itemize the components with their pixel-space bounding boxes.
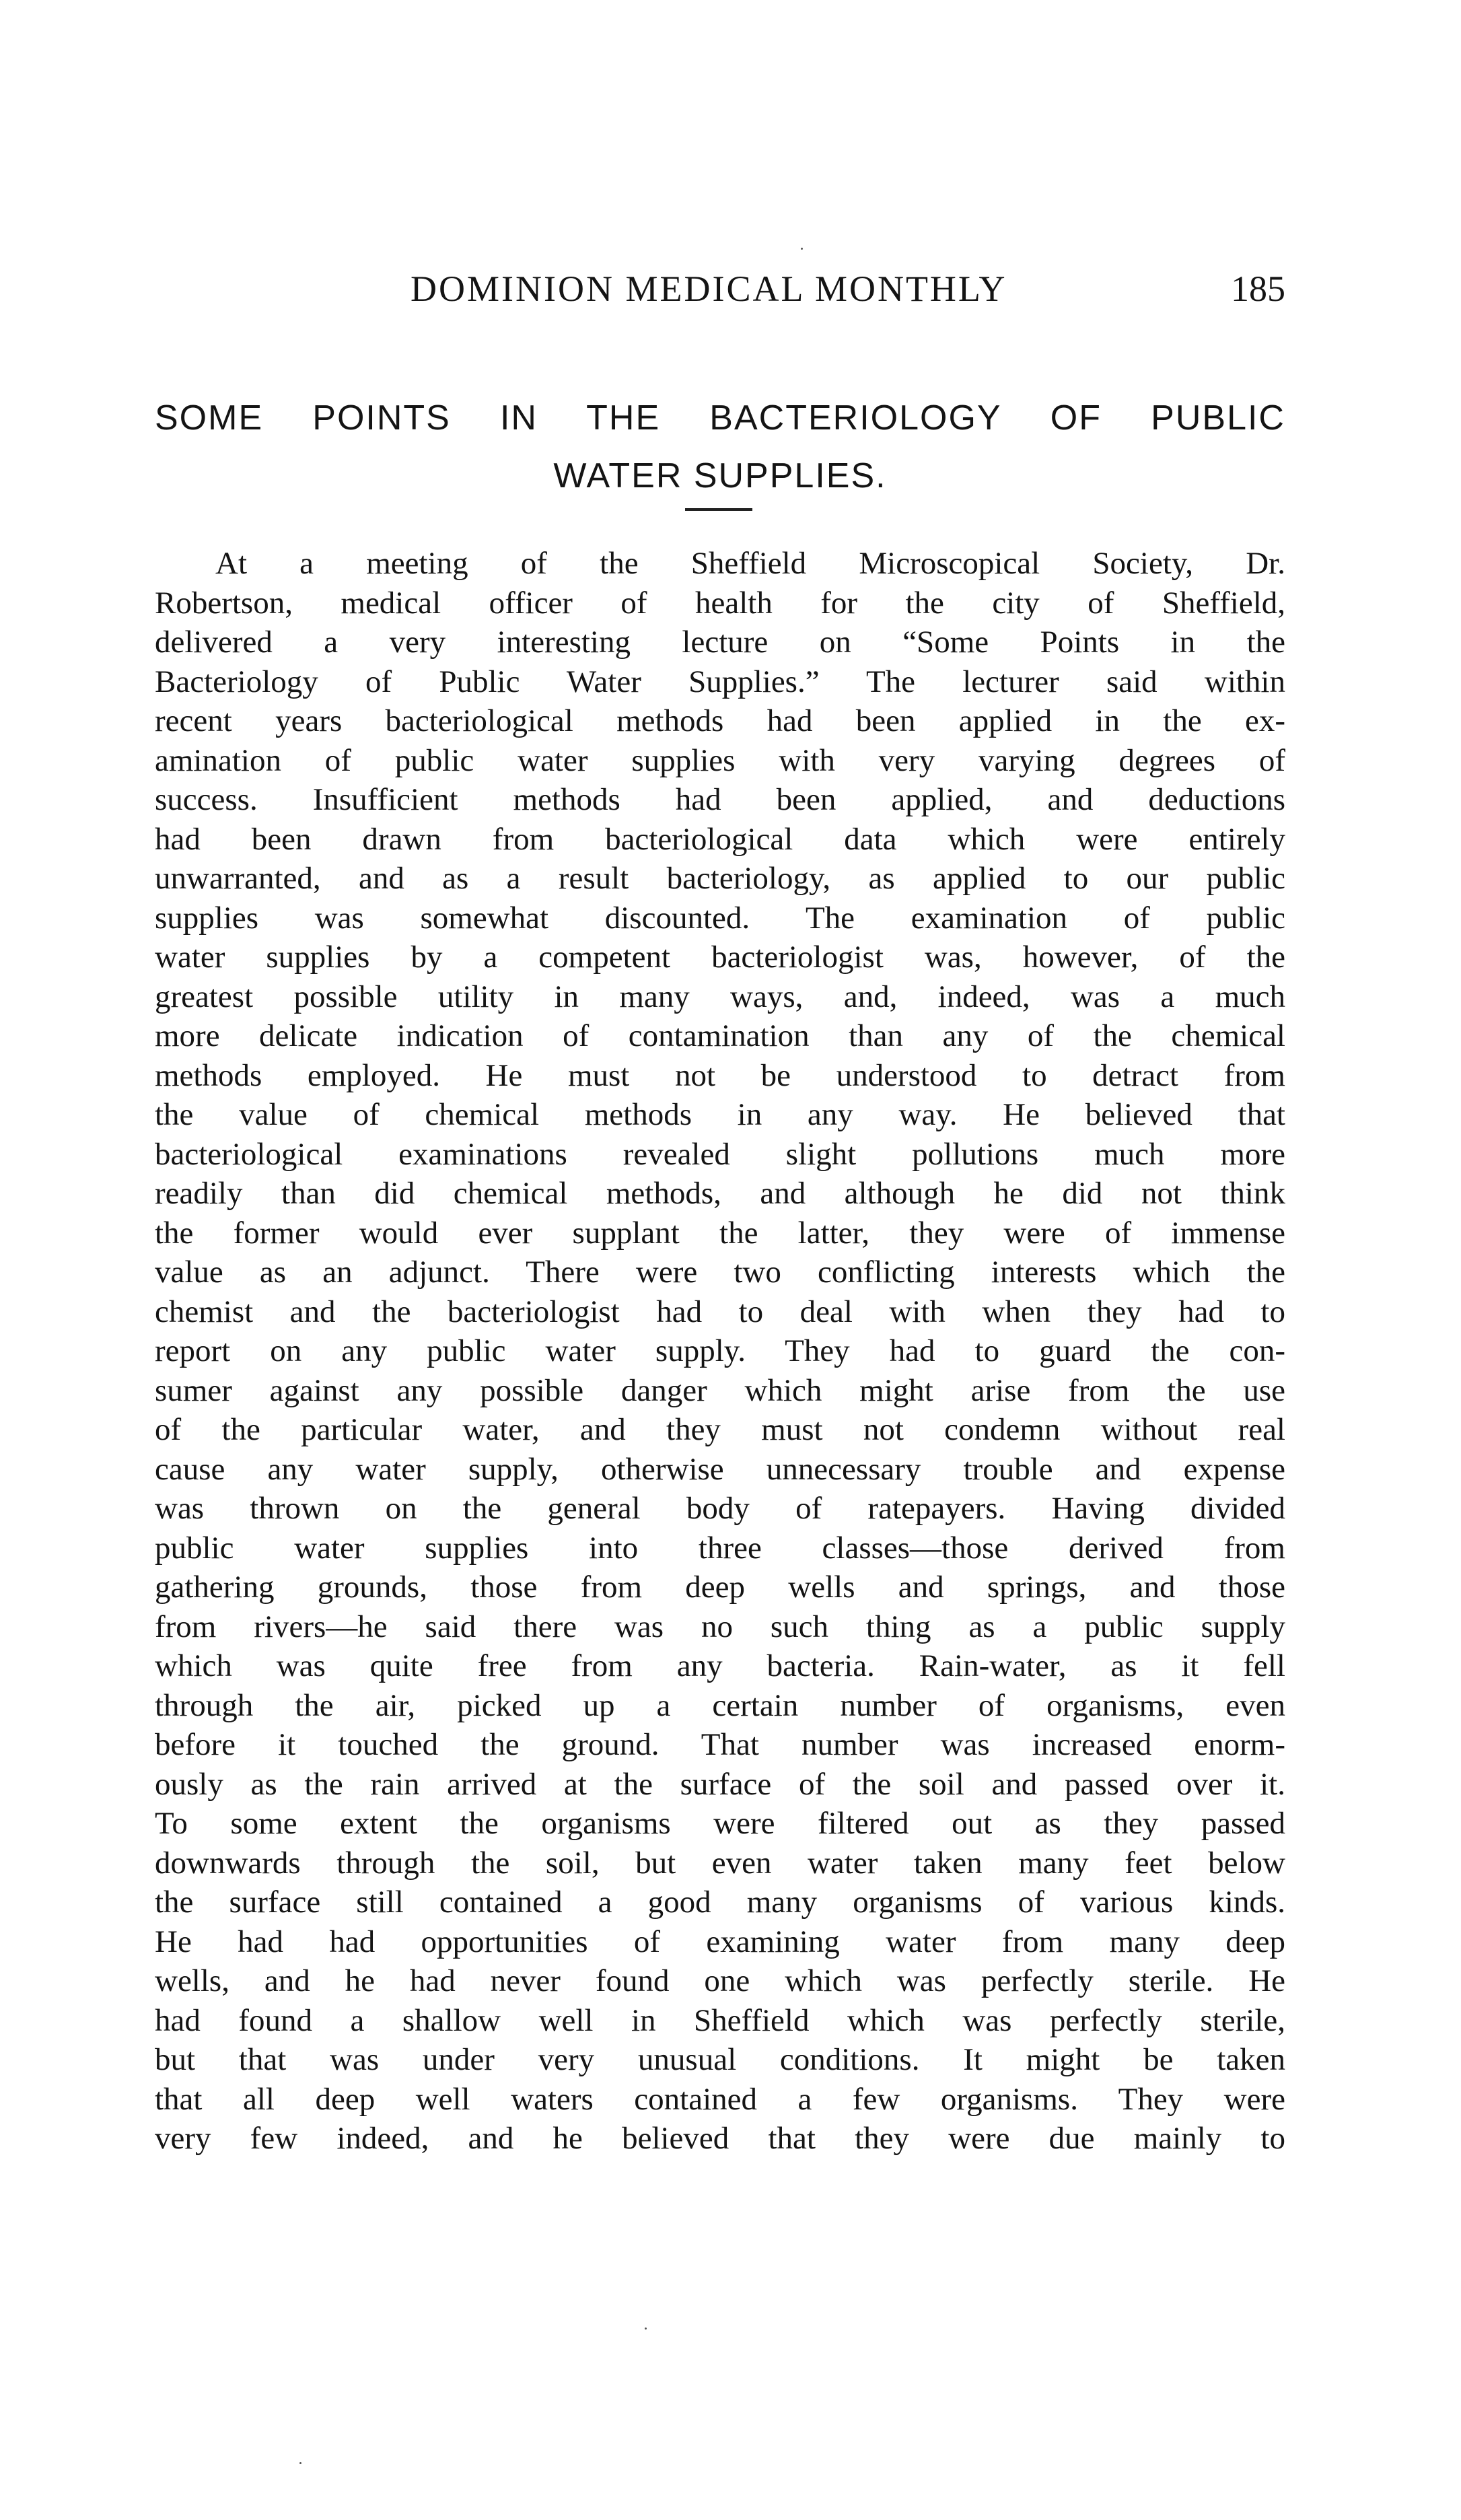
body-line: report on any public water supply. They had to guard the con- xyxy=(155,1333,1285,1368)
title-divider xyxy=(685,508,752,511)
body-line: methods employed. He must not be understood to detract from xyxy=(155,1057,1285,1093)
body-line: value as an adjunct. There were two conflicting interests which the xyxy=(155,1255,1285,1290)
body-line: public water supplies into three classes—those derived from xyxy=(155,1530,1285,1566)
body-line: the former would ever supplant the latter, they were of immense xyxy=(155,1215,1285,1251)
body-line: chemist and the bacteriologist had to deal with when they had to xyxy=(155,1294,1285,1329)
body-line: wells, and he had never found one which was perfectly sterile. He xyxy=(155,1963,1285,1998)
body-line: gathering grounds, those from deep wells and springs, and those xyxy=(155,1570,1285,1605)
journal-title: DOMINION MEDICAL MONTHLY xyxy=(411,269,1007,309)
title-line: WATER SUPPLIES. xyxy=(553,456,887,495)
body-line: the surface still contained a good many organisms of various kinds. xyxy=(155,1885,1285,1920)
body-line: but that was under very unusual conditions. It might be taken xyxy=(155,2042,1285,2077)
body-line: cause any water supply, otherwise unnecessary trouble and expense xyxy=(155,1451,1285,1487)
body-line: He had had opportunities of examining water from many deep xyxy=(155,1924,1285,1959)
article-body xyxy=(155,544,1285,2159)
body-line: downwards through the soil, but even water taken many feet below xyxy=(155,1845,1285,1881)
body-line: recent years bacteriological methods had been applied in the ex- xyxy=(155,703,1285,738)
print-speck xyxy=(299,2462,301,2464)
running-header xyxy=(155,268,1285,315)
article-title xyxy=(155,389,1285,505)
body-line: had found a shallow well in Sheffield which was perfectly sterile, xyxy=(155,2002,1285,2038)
body-line: greatest possible utility in many ways, and, indeed, was a much xyxy=(155,979,1285,1014)
body-line: To some extent the organisms were filtered out as they passed xyxy=(155,1806,1285,1841)
body-line: very few indeed, and he believed that they were due mainly to xyxy=(155,2121,1285,2156)
body-line: ously as the rain arrived at the surface of the soil and passed over it. xyxy=(155,1766,1285,1802)
body-line: Robertson, medical officer of health for the city of Sheffield, xyxy=(155,585,1285,621)
body-line: readily than did chemical methods, and although he did not think xyxy=(155,1176,1285,1211)
body-line: that all deep well waters contained a few organisms. They were xyxy=(155,2081,1285,2117)
body-line: the value of chemical methods in any way. He believed that xyxy=(155,1097,1285,1132)
body-line: of the particular water, and they must not condemn without real xyxy=(155,1412,1285,1447)
body-line: had been drawn from bacteriological data which were entirely xyxy=(155,821,1285,857)
body-line: unwarranted, and as a result bacteriology, as applied to our public xyxy=(155,861,1285,896)
body-line: delivered a very interesting lecture on “Some Points in the xyxy=(155,625,1285,660)
body-line: which was quite free from any bacteria. Rain-water, as it fell xyxy=(155,1648,1285,1683)
body-line: bacteriological examinations revealed slight pollutions much more xyxy=(155,1136,1285,1172)
body-line: supplies was somewhat discounted. The examination of public xyxy=(155,900,1285,936)
body-line: from rivers—he said there was no such thing as a public supply xyxy=(155,1609,1285,1644)
body-line: At a meeting of the Sheffield Microscopical Society, Dr. xyxy=(215,546,1285,581)
body-line: water supplies by a competent bacteriologist was, however, of the xyxy=(155,940,1285,975)
body-line: sumer against any possible danger which might arise from the use xyxy=(155,1372,1285,1408)
page-number: 185 xyxy=(1231,269,1285,309)
body-line: success. Insufficient methods had been applied, and deductions xyxy=(155,782,1285,817)
body-line: was thrown on the general body of ratepayers. Having divided xyxy=(155,1491,1285,1526)
body-line: through the air, picked up a certain number of organisms, even xyxy=(155,1687,1285,1723)
body-line: more delicate indication of contamination than any of the chemical xyxy=(155,1018,1285,1053)
print-speck xyxy=(645,2328,647,2330)
body-line: amination of public water supplies with very varying degrees of xyxy=(155,742,1285,778)
print-speck xyxy=(801,248,803,250)
title-line: SOME POINTS IN THE BACTERIOLOGY OF PUBLIC xyxy=(155,398,1285,438)
body-line: before it touched the ground. That number was increased enorm- xyxy=(155,1727,1285,1762)
body-line: Bacteriology of Public Water Supplies.” The lecturer said within xyxy=(155,664,1285,699)
